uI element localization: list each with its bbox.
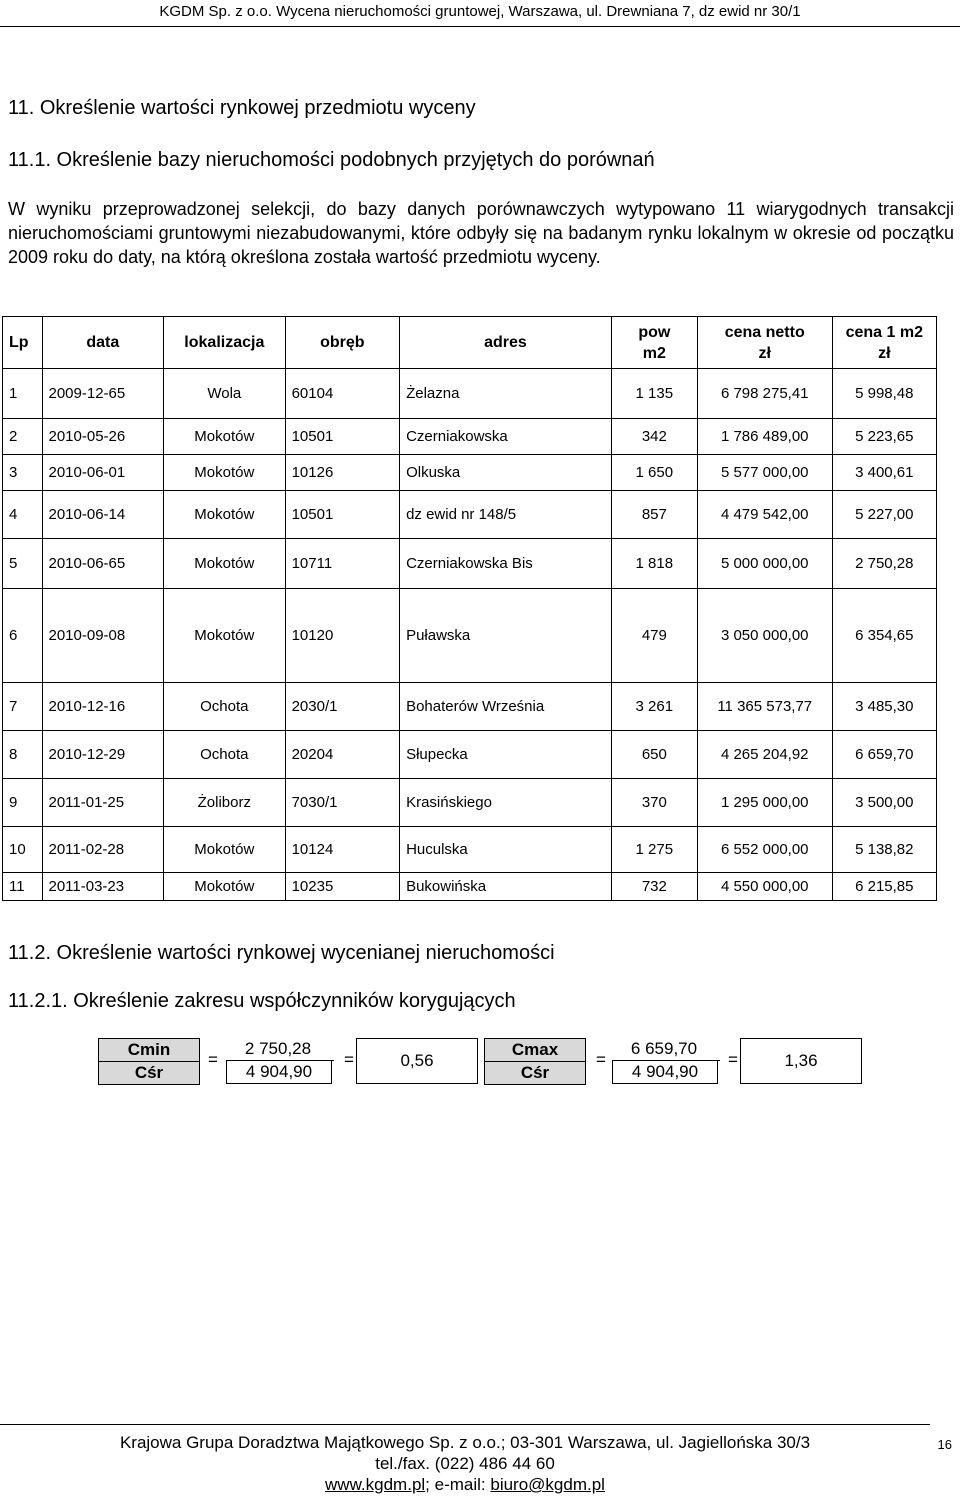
result: 0,56	[356, 1038, 478, 1084]
table-cell: 2010-06-01	[42, 455, 164, 491]
section3-title: 11.2.1. Określenie zakresu współczynników korygujących	[8, 990, 516, 1012]
table-cell: 2010-06-65	[42, 539, 164, 589]
col-cena-m2: cena 1 m2 zł	[832, 317, 936, 369]
table-cell: 6 354,65	[832, 589, 936, 683]
table-cell: 3 500,00	[832, 779, 936, 827]
equals-sign: =	[596, 1050, 606, 1069]
table-row	[3, 455, 937, 491]
table-cell: 5 138,82	[832, 827, 936, 873]
table-cell: Krasińskiego	[400, 779, 612, 827]
table-row	[3, 873, 937, 901]
website-link[interactable]: www.kgdm.pl	[325, 1475, 426, 1494]
table-cell: 1 135	[611, 369, 697, 419]
table-cell: 1 818	[611, 539, 697, 589]
table-cell: Słupecka	[400, 731, 612, 779]
table-cell: 2010-06-14	[42, 491, 164, 539]
table-cell: 5 227,00	[832, 491, 936, 539]
table-header-row	[3, 317, 937, 369]
table-cell: 10235	[285, 873, 399, 901]
transactions-table	[2, 316, 937, 901]
table-cell: 2010-12-29	[42, 731, 164, 779]
table-cell: 4 265 204,92	[697, 731, 832, 779]
table-row	[3, 491, 937, 539]
table-cell: Bukowińska	[400, 873, 612, 901]
section-title: 11. Określenie wartości rynkowej przedmiotu wyceny	[8, 97, 476, 119]
table-cell: 6 552 000,00	[697, 827, 832, 873]
table-cell: 2009-12-65	[42, 369, 164, 419]
table-cell: 4	[3, 491, 43, 539]
table-cell: 3 485,30	[832, 683, 936, 731]
table-cell: 9	[3, 779, 43, 827]
table-cell: 3	[3, 455, 43, 491]
denominator: 4 904,90	[612, 1061, 718, 1084]
table-cell: 6 659,70	[832, 731, 936, 779]
table-cell: Czerniakowska Bis	[400, 539, 612, 589]
table-cell: 5 577 000,00	[697, 455, 832, 491]
table-row	[3, 589, 937, 683]
equals-sign: =	[344, 1050, 354, 1069]
table-cell: Ochota	[164, 731, 286, 779]
table-cell: 1 786 489,00	[697, 419, 832, 455]
table-cell: 857	[611, 491, 697, 539]
table-cell: 4 479 542,00	[697, 491, 832, 539]
table-cell: 10120	[285, 589, 399, 683]
table-cell: 8	[3, 731, 43, 779]
col-lp: Lp	[3, 317, 43, 369]
table-cell: 4 550 000,00	[697, 873, 832, 901]
table-cell: Puławska	[400, 589, 612, 683]
cmin-label: Cmin	[98, 1038, 200, 1062]
table-cell: 5	[3, 539, 43, 589]
table-cell: 2	[3, 419, 43, 455]
csr-label: Cśr	[484, 1061, 586, 1085]
table-cell: 2 750,28	[832, 539, 936, 589]
equals-sign: =	[208, 1050, 218, 1069]
table-cell: 370	[611, 779, 697, 827]
table-cell: 2011-02-28	[42, 827, 164, 873]
csr-label: Cśr	[98, 1061, 200, 1085]
email-link[interactable]: biuro@kgdm.pl	[490, 1475, 605, 1494]
footer-company: Krajowa Grupa Doradztwa Majątkowego Sp. z o.o.; 03-301 Warszawa, ul. Jagiellońska 30/3	[119, 1433, 811, 1452]
table-cell: Mokotów	[164, 873, 286, 901]
denominator: 4 904,90	[226, 1061, 332, 1084]
table-cell: 2010-12-16	[42, 683, 164, 731]
table-cell: 6 215,85	[832, 873, 936, 901]
table-cell: 732	[611, 873, 697, 901]
table-cell: Mokotów	[164, 491, 286, 539]
numerator: 2 750,28	[244, 1039, 312, 1058]
page-header	[0, 0, 960, 27]
table-cell: dz ewid nr 148/5	[400, 491, 612, 539]
table-cell: 479	[611, 589, 697, 683]
col-lokalizacja: lokalizacja	[164, 317, 286, 369]
table-cell: Mokotów	[164, 455, 286, 491]
table-cell: Bohaterów Września	[400, 683, 612, 731]
table-cell: Olkuska	[400, 455, 612, 491]
table-cell: 20204	[285, 731, 399, 779]
table-row	[3, 419, 937, 455]
table-row	[3, 683, 937, 731]
table-cell: 342	[611, 419, 697, 455]
equals-sign: =	[728, 1050, 738, 1069]
cmax-label: Cmax	[484, 1038, 586, 1062]
col-cena-netto: cena netto zł	[697, 317, 832, 369]
table-row	[3, 779, 937, 827]
col-adres: adres	[400, 317, 612, 369]
table-cell: 10124	[285, 827, 399, 873]
table-cell: 3 261	[611, 683, 697, 731]
table-row	[3, 827, 937, 873]
table-cell: 2010-05-26	[42, 419, 164, 455]
page-footer	[0, 1432, 930, 1495]
table-cell: 60104	[285, 369, 399, 419]
footer-contact	[0, 1474, 930, 1495]
table-cell: 1	[3, 369, 43, 419]
table-cell: 1 650	[611, 455, 697, 491]
table-row	[3, 369, 937, 419]
col-data: data	[42, 317, 164, 369]
table-cell: Huculska	[400, 827, 612, 873]
table-cell: Żoliborz	[164, 779, 286, 827]
footer-phone: tel./fax. (022) 486 44 60	[375, 1454, 555, 1473]
table-cell: 11 365 573,77	[697, 683, 832, 731]
table-cell: 650	[611, 731, 697, 779]
table-cell: 10711	[285, 539, 399, 589]
table-cell: 6	[3, 589, 43, 683]
subsection-title: 11.1. Określenie bazy nieruchomości podobnych przyjętych do porównań	[8, 149, 655, 171]
table-cell: 2030/1	[285, 683, 399, 731]
result: 1,36	[740, 1038, 862, 1084]
col-pow: pow m2	[611, 317, 697, 369]
table-cell: 3 050 000,00	[697, 589, 832, 683]
table-cell: 5 223,65	[832, 419, 936, 455]
numerator: 6 659,70	[630, 1039, 698, 1058]
table-row	[3, 539, 937, 589]
table-cell: 2011-01-25	[42, 779, 164, 827]
table-cell: Ochota	[164, 683, 286, 731]
section2-title: 11.2. Określenie wartości rynkowej wycenianej nieruchomości	[8, 942, 555, 964]
table-cell: 7030/1	[285, 779, 399, 827]
table-cell: 10501	[285, 419, 399, 455]
table-cell: 11	[3, 873, 43, 901]
table-cell: 2010-09-08	[42, 589, 164, 683]
table-cell: Mokotów	[164, 589, 286, 683]
footer-sep: ; e-mail:	[425, 1475, 491, 1494]
table-cell: Czerniakowska	[400, 419, 612, 455]
table-cell: 5 000 000,00	[697, 539, 832, 589]
page-number: 16	[937, 1437, 952, 1452]
header-text: KGDM Sp. z o.o. Wycena nieruchomości gruntowej, Warszawa, ul. Drewniana 7, dz ewid nr 30/1	[159, 3, 801, 20]
footer-divider	[0, 1424, 930, 1425]
table-cell: 3 400,61	[832, 455, 936, 491]
table-cell: 10	[3, 827, 43, 873]
table-cell: Mokotów	[164, 419, 286, 455]
table-cell: 5 998,48	[832, 369, 936, 419]
table-cell: 1 275	[611, 827, 697, 873]
table-cell: Mokotów	[164, 827, 286, 873]
col-obreb: obręb	[285, 317, 399, 369]
table-cell: Żelazna	[400, 369, 612, 419]
table-cell: Mokotów	[164, 539, 286, 589]
table-cell: 6 798 275,41	[697, 369, 832, 419]
intro-paragraph: W wyniku przeprowadzonej selekcji, do bazy danych porównawczych wytypowano 11 wiarygodnych transakcji nieruchomościami gruntowymi niezabudowanymi, które odbyły się na badanym rynku lokalnym w okresie od początku 2009 roku do daty, na którą określona została wartość przedmiotu wyceny.	[8, 199, 954, 267]
table-row	[3, 731, 937, 779]
table-cell: 2011-03-23	[42, 873, 164, 901]
table-cell: Wola	[164, 369, 286, 419]
table-cell: 1 295 000,00	[697, 779, 832, 827]
table-cell: 7	[3, 683, 43, 731]
table-cell: 10501	[285, 491, 399, 539]
table-cell: 10126	[285, 455, 399, 491]
